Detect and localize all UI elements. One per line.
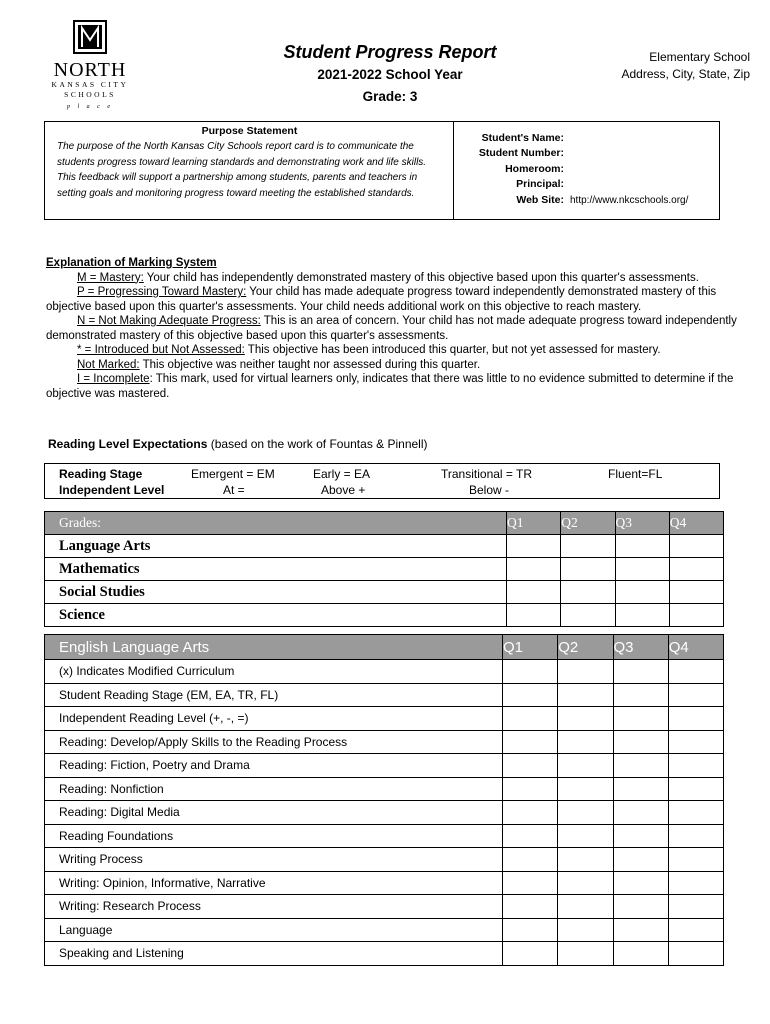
marking-introduced: * = Introduced but Not Assessed: This objective has been introduced this quarter, but not yet assessed for mastery. <box>77 344 661 356</box>
grades-q3: Q3 <box>615 512 669 535</box>
grade-cell[interactable] <box>669 558 723 581</box>
grade-cell[interactable] <box>561 604 615 627</box>
principal-label: Principal: <box>516 178 564 190</box>
logo-tagline: p l a c e <box>67 104 113 110</box>
grade-cell[interactable] <box>558 942 613 966</box>
student-name-label: Student's Name: <box>481 132 564 144</box>
grade-cell[interactable] <box>669 581 723 604</box>
ela-q4: Q4 <box>668 635 723 660</box>
school-name: Elementary School <box>649 50 750 64</box>
grades-q2: Q2 <box>561 512 615 535</box>
level-above: Above + <box>321 483 366 497</box>
grade-cell[interactable] <box>558 730 613 754</box>
table-row <box>45 558 724 581</box>
grade-cell[interactable] <box>668 730 723 754</box>
stage-early: Early = EA <box>313 467 371 481</box>
table-row <box>45 683 724 707</box>
ela-row-label: Speaking and Listening <box>45 942 503 966</box>
grade-cell[interactable] <box>669 604 723 627</box>
table-row <box>45 754 724 778</box>
ela-row-label: Reading: Fiction, Poetry and Drama <box>45 754 503 778</box>
grade-cell[interactable] <box>668 942 723 966</box>
logo-emblem-icon <box>73 20 107 54</box>
grade-cell[interactable] <box>668 707 723 731</box>
grade-cell[interactable] <box>613 801 668 825</box>
grades-q1: Q1 <box>507 512 561 535</box>
marking-heading: Explanation of Marking System <box>46 257 217 269</box>
grade-cell[interactable] <box>561 581 615 604</box>
marking-incomplete: I = Incomplete: This mark, used for virtual learners only, indicates that there was little to no evidence submitted to determine if the objective was mastered. <box>46 373 734 400</box>
ela-header-row <box>45 635 724 660</box>
grade-cell[interactable] <box>503 754 558 778</box>
grade-cell[interactable] <box>503 730 558 754</box>
table-row <box>45 604 724 627</box>
ela-q3: Q3 <box>613 635 668 660</box>
grade-cell[interactable] <box>558 871 613 895</box>
homeroom-label: Homeroom: <box>505 163 564 175</box>
grade-cell[interactable] <box>615 581 669 604</box>
grade-cell[interactable] <box>615 535 669 558</box>
table-row <box>45 848 724 872</box>
level-below: Below - <box>469 483 510 497</box>
purpose-text: The purpose of the North Kansas City Schools report card is to communicate the students progress toward learning standards and demonstrating work and life skills. This feedback will support a partnership among students, parents and teachers in setting goals and monitoring progress toward meeting the established standards. <box>57 141 427 199</box>
marking-progressing: P = Progressing Toward Mastery: Your child has made adequate progress toward independently demonstrated mastery of this objective based upon this quarter's assessments. Your child needs additional work on this objective to reach mastery. <box>46 286 717 313</box>
grade-cell[interactable] <box>613 848 668 872</box>
grade-cell[interactable] <box>558 707 613 731</box>
grade-cell[interactable] <box>613 918 668 942</box>
grade-cell[interactable] <box>561 558 615 581</box>
grade-cell[interactable] <box>668 801 723 825</box>
school-year: 2021-2022 School Year <box>317 67 463 82</box>
report-title: Student Progress Report <box>283 42 497 62</box>
ela-header: English Language Arts <box>45 635 503 660</box>
grade-cell[interactable] <box>558 660 613 684</box>
grade-cell[interactable] <box>561 535 615 558</box>
grades-header: Grades: <box>45 512 507 535</box>
grade-cell[interactable] <box>613 871 668 895</box>
ela-row-label: Writing: Research Process <box>45 895 503 919</box>
grade-cell[interactable] <box>507 604 561 627</box>
student-number-label: Student Number: <box>478 147 564 159</box>
table-row <box>45 660 724 684</box>
subject-label: Social Studies <box>45 581 507 604</box>
table-row <box>45 918 724 942</box>
logo-sub2: SCHOOLS <box>64 90 116 99</box>
grades-q4: Q4 <box>669 512 723 535</box>
grade-cell[interactable] <box>503 660 558 684</box>
grade-cell[interactable] <box>503 918 558 942</box>
grade-cell[interactable] <box>507 558 561 581</box>
stage-transitional: Transitional = TR <box>441 467 533 481</box>
marking-system <box>46 256 746 401</box>
ela-row-label: Independent Reading Level (+, -, =) <box>45 707 503 731</box>
table-row <box>45 824 724 848</box>
ela-q2: Q2 <box>558 635 613 660</box>
grade-cell[interactable] <box>668 824 723 848</box>
grade-cell[interactable] <box>613 942 668 966</box>
independent-level-label: Independent Level <box>59 483 165 497</box>
logo-sub1: KANSAS CITY <box>51 80 129 89</box>
grade-cell[interactable] <box>668 848 723 872</box>
grade-cell[interactable] <box>558 824 613 848</box>
website-label: Web Site: <box>516 194 564 206</box>
school-address: Address, City, State, Zip <box>621 67 750 81</box>
table-row <box>45 895 724 919</box>
ela-row-label: Writing Process <box>45 848 503 872</box>
ela-row-label: Language <box>45 918 503 942</box>
ela-row-label: Reading Foundations <box>45 824 503 848</box>
grade-cell[interactable] <box>613 754 668 778</box>
grade-cell[interactable] <box>613 895 668 919</box>
grade-cell[interactable] <box>503 824 558 848</box>
table-row <box>45 707 724 731</box>
grade-cell[interactable] <box>503 683 558 707</box>
grade-cell[interactable] <box>503 848 558 872</box>
grade-cell[interactable] <box>503 707 558 731</box>
table-row <box>45 942 724 966</box>
grade-cell[interactable] <box>613 824 668 848</box>
table-row <box>45 777 724 801</box>
marking-mastery: M = Mastery: Your child has independently demonstrated mastery of this objective based upon this quarter's assessments. <box>77 271 699 284</box>
grade-cell[interactable] <box>507 581 561 604</box>
grade-cell[interactable] <box>613 707 668 731</box>
grade-cell[interactable] <box>668 918 723 942</box>
table-row <box>45 535 724 558</box>
grade-cell[interactable] <box>668 683 723 707</box>
stage-emergent: Emergent = EM <box>191 467 275 481</box>
grade-cell[interactable] <box>613 777 668 801</box>
grades-table <box>44 511 724 627</box>
grade-cell[interactable] <box>558 777 613 801</box>
grade-cell[interactable] <box>613 730 668 754</box>
district-logo <box>40 20 140 112</box>
ela-row-label: Reading: Nonfiction <box>45 777 503 801</box>
grade-cell[interactable] <box>668 754 723 778</box>
grade-cell[interactable] <box>558 918 613 942</box>
grade-cell[interactable] <box>558 754 613 778</box>
ela-table <box>44 634 724 966</box>
subject-label: Mathematics <box>45 558 507 581</box>
grade-cell[interactable] <box>503 942 558 966</box>
reading-stage-box <box>44 463 720 499</box>
stage-fluent: Fluent=FL <box>608 467 663 481</box>
grade-cell[interactable] <box>668 777 723 801</box>
ela-row-label: Writing: Opinion, Informative, Narrative <box>45 871 503 895</box>
reading-expectations-heading: Reading Level Expectations (based on the work of Fountas & Pinnell) <box>48 437 428 451</box>
level-at: At = <box>223 483 245 497</box>
grade-cell[interactable] <box>668 660 723 684</box>
grades-header-row <box>45 512 724 535</box>
grade-cell[interactable] <box>558 895 613 919</box>
grade-cell[interactable] <box>503 801 558 825</box>
subject-label: Language Arts <box>45 535 507 558</box>
grade-cell[interactable] <box>507 535 561 558</box>
grade-level: Grade: 3 <box>362 89 418 104</box>
table-row <box>45 581 724 604</box>
purpose-heading: Purpose Statement <box>201 125 298 137</box>
reading-stage-label: Reading Stage <box>59 467 143 481</box>
grade-cell[interactable] <box>615 604 669 627</box>
table-row <box>45 801 724 825</box>
grade-cell[interactable] <box>558 848 613 872</box>
ela-row-label: Reading: Digital Media <box>45 801 503 825</box>
grade-cell[interactable] <box>613 660 668 684</box>
marking-not-marked: Not Marked: This objective was neither taught nor assessed during this quarter. <box>77 358 481 371</box>
table-row <box>45 730 724 754</box>
grade-cell[interactable] <box>558 683 613 707</box>
school-info <box>622 49 751 83</box>
grade-cell[interactable] <box>615 558 669 581</box>
ela-row-label: Student Reading Stage (EM, EA, TR, FL) <box>45 683 503 707</box>
grade-cell[interactable] <box>503 895 558 919</box>
grade-cell[interactable] <box>668 895 723 919</box>
grade-cell[interactable] <box>668 871 723 895</box>
grade-cell[interactable] <box>558 801 613 825</box>
ela-row-label: Reading: Develop/Apply Skills to the Reading Process <box>45 730 503 754</box>
grade-cell[interactable] <box>613 683 668 707</box>
logo-name: NORTH <box>53 59 127 81</box>
website-link[interactable]: http://www.nkcschools.org/ <box>570 195 689 206</box>
grade-cell[interactable] <box>669 535 723 558</box>
grade-cell[interactable] <box>503 777 558 801</box>
grade-cell[interactable] <box>503 871 558 895</box>
purpose-box <box>44 121 454 220</box>
student-info-box <box>453 121 720 220</box>
ela-row-label: (x) Indicates Modified Curriculum <box>45 660 503 684</box>
marking-not-adequate: N = Not Making Adequate Progress: This is an area of concern. Your child has not made adequate progress toward independently demonstrated mastery of this objective based upon this quarter's assessments. <box>46 315 737 342</box>
ela-q1: Q1 <box>503 635 558 660</box>
subject-label: Science <box>45 604 507 627</box>
table-row <box>45 871 724 895</box>
